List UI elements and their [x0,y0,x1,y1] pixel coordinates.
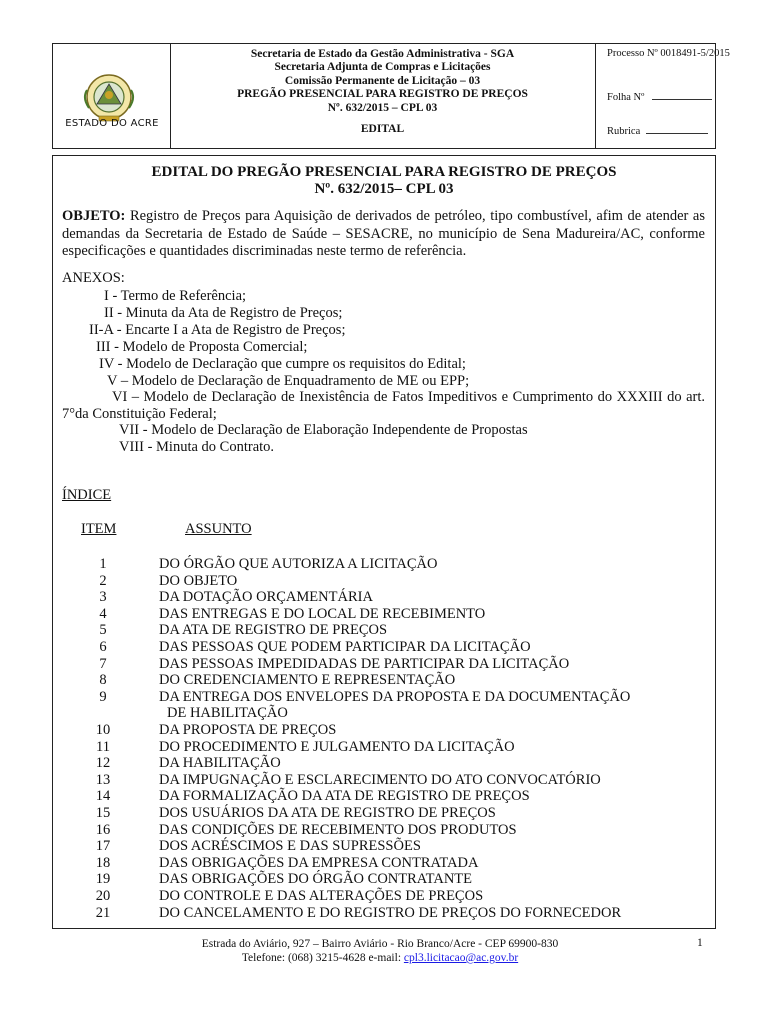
header-line-2: Secretaria Adjunta de Compras e Licitações [274,61,491,74]
state-label: ESTADO DO ACRE [65,118,159,129]
index-item-number: 19 [95,871,111,888]
header-line-3: Comissão Permanente de Licitação – 03 [284,74,481,87]
objeto-text: Registro de Preços para Aquisição de derivados de petróleo, tipo combustível, afim de atender as demandas da Secretaria de Estado de Saúde – SESACRE, no município de Sena Madureira/AC, conforme especificações e quantidades discriminadas neste termo de referência. [62,208,706,259]
index-item-title: DO PROCEDIMENTO E JULGAMENTO DA LICITAÇÃO [159,738,515,755]
page-footer [0,937,760,965]
anexos-label: ANEXOS: [62,270,125,286]
index-item-title: DAS OBRIGAÇÕES DO ÓRGÃO CONTRATANTE [159,871,473,888]
index-item-title: DA HABILITAÇÃO [159,755,281,772]
title-line-2: Nº. 632/2015– CPL 03 [314,181,454,197]
index-item-number: 21 [95,904,111,921]
index-item-number: 13 [95,771,111,788]
index-item-number: 10 [95,722,111,738]
anexo-item: VIII - Minuta do Contrato. [119,439,275,455]
header-line-1: Secretaria de Estado da Gestão Administrativa - SGA [250,48,515,60]
index-item-number: 15 [95,805,111,821]
index-item-title: DO CREDENCIAMENTO E REPRESENTAÇÃO [159,672,456,689]
index-item-number: 20 [95,888,111,904]
footer-contact [0,951,760,965]
anexo-item: III - Modelo de Proposta Comercial; [96,339,308,355]
anexo-item: V – Modelo de Declaração de Enquadramento de ME ou EPP; [107,373,470,389]
index-item-title: DA IMPUGNAÇÃO E ESCLARECIMENTO DO ATO CONVOCATÓRIO [159,771,601,788]
header-title-cell [170,44,596,148]
document-body [52,155,716,929]
index-item-title: DAS ENTREGAS E DO LOCAL DE RECEBIMENTO [159,605,486,622]
index-item-number: 3 [99,589,107,606]
index-item-number: 18 [95,854,111,871]
rubrica-field [607,124,708,137]
footer-phone: Telefone: (068) 3215-4628 e-mail: [241,952,402,964]
index-item-title-continuation: DE HABILITAÇÃO [167,705,288,722]
index-item-title: DA PROPOSTA DE PREÇOS [159,722,337,738]
index-item-title: DA DOTAÇÃO ORÇAMENTÁRIA [159,589,373,606]
index-item-title: DAS CONDIÇÕES DE RECEBIMENTO DOS PRODUTOS [159,821,517,838]
objeto-label: OBJETO: [62,208,126,224]
header-edital: EDITAL [360,123,405,136]
index-item-title: DO CONTROLE E DAS ALTERAÇÕES DE PREÇOS [159,888,484,904]
column-header-assunto: ASSUNTO [185,521,252,537]
index-item-number: 8 [99,672,107,689]
processo-number: Processo Nº 0018491-5/2015 [607,48,730,59]
index-item-title: DAS PESSOAS IMPEDIDADAS DE PARTICIPAR DA LICITAÇÃO [159,655,570,672]
anexo-item: II - Minuta da Ata de Registro de Preços; [104,305,343,321]
rubrica-blank [646,124,708,134]
index-item-number: 16 [95,821,111,838]
objeto-paragraph [62,208,705,261]
document-header [52,43,730,149]
header-line-5: Nº. 632/2015 – CPL 03 [327,101,438,114]
anexo-item: I - Termo de Referência; [104,288,247,304]
index-item-number: 9 [99,688,107,705]
page-number: 1 [697,937,703,949]
folha-label: Folha Nº [607,92,645,103]
anexo-item: IV - Modelo de Declaração que cumpre os requisitos do Edital; [99,356,466,372]
index-item-title: DOS USUÁRIOS DA ATA DE REGISTRO DE PREÇOS [159,805,496,821]
index-item-number: 14 [95,788,111,805]
index-item-number: 4 [99,605,107,622]
index-item-title: DAS PESSOAS QUE PODEM PARTICIPAR DA LICITAÇÃO [159,639,531,655]
folha-field [607,90,712,103]
index-item-number: 1 [99,556,107,572]
footer-address: Estrada do Aviário, 927 – Bairro Aviário - Rio Branco/Acre - CEP 69900-830 [201,938,559,950]
index-item-number: 5 [99,622,107,639]
index-item-number: 11 [96,738,110,755]
index-item-title: DO ÓRGÃO QUE AUTORIZA A LICITAÇÃO [159,556,438,572]
header-process-cell [597,44,730,148]
index-item-number: 2 [99,572,107,589]
title-line-1: EDITAL DO PREGÃO PRESENCIAL PARA REGISTRO DE PREÇOS [151,164,617,180]
anexo-item: VI – Modelo de Declaração de Inexistência de Fatos Impeditivos e Cumprimento do XXXIII do art. 7°da Constituição Federal; [62,389,705,422]
index-item-title: DA ATA DE REGISTRO DE PREÇOS [159,622,388,639]
index-item-title: DOS ACRÉSCIMOS E DAS SUPRESSÕES [159,838,421,855]
index-item-number: 17 [95,838,111,855]
column-header-item: ITEM [81,521,117,537]
email-link[interactable]: cpl3.licitacao@ac.gov.br [403,952,519,964]
header-line-4: PREGÃO PRESENCIAL PARA REGISTRO DE PREÇOS [237,88,528,101]
index-item-title: DO OBJETO [159,572,238,589]
index-item-number: 7 [99,655,107,672]
index-item-number: 6 [99,639,107,655]
header-logo-cell [53,44,171,148]
index-item-title: DA FORMALIZAÇÃO DA ATA DE REGISTRO DE PREÇOS [159,788,530,805]
anexo-item: VII - Modelo de Declaração de Elaboração Independente de Propostas [119,422,528,438]
index-item-number: 12 [95,755,111,772]
index-item-title: DO CANCELAMENTO E DO REGISTRO DE PREÇOS DO FORNECEDOR [159,904,622,921]
index-item-title: DA ENTREGA DOS ENVELOPES DA PROPOSTA E DA DOCUMENTAÇÃO [159,688,631,705]
folha-blank [652,90,712,100]
anexo-item: II-A - Encarte I a Ata de Registro de Preços; [89,322,346,338]
rubrica-label: Rubrica [607,126,641,137]
document-title [53,164,715,198]
indice-heading: ÍNDICE [62,487,112,503]
index-item-title: DAS OBRIGAÇÕES DA EMPRESA CONTRATADA [159,854,479,871]
